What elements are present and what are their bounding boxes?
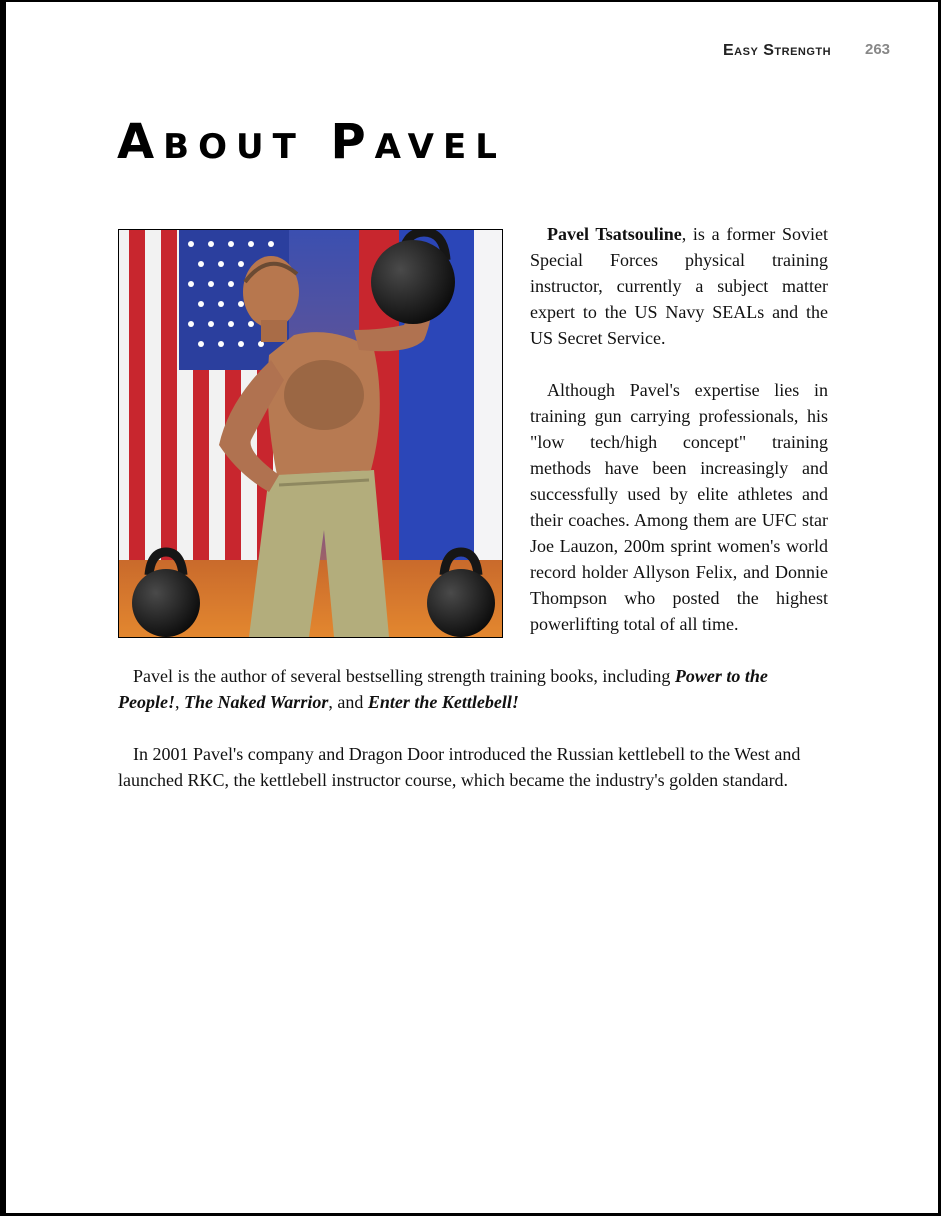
paragraph-books bbox=[118, 663, 830, 715]
book-title-power: Power to the People! bbox=[118, 666, 768, 712]
book-title-naked-warrior: The Naked Warrior bbox=[183, 692, 329, 712]
paragraph-expertise: Although Pavel's expertise lies in training gun carrying professionals, his "low tech/high concept" training methods have been increasingly and successfully used by elite athletes and their coaches. Among them are UFC star Joe Lauzon, 200m sprint women's world record holder Allyson Felix, and Donnie Thompson who posted the highest powerlifting total of all time. bbox=[530, 380, 828, 634]
paragraph-rkc: In 2001 Pavel's company and Dragon Door introduced the Russian kettlebell to the West and launched RKC, the kettlebell instructor course, which became the industry's golden standard. bbox=[118, 744, 801, 790]
page-title: About Pavel bbox=[117, 114, 506, 170]
author-name: Pavel Tsatsouline bbox=[547, 224, 682, 244]
books-text-c: , and bbox=[328, 692, 368, 712]
page-number: 263 bbox=[865, 41, 891, 58]
books-text-a: Pavel is the author of several bestselling strength training books, including bbox=[133, 666, 675, 686]
intro-text: , is a former Soviet Special Forces physical training instructor, currently a subject matter expert to the US Navy SEALs and the US Secret Service. bbox=[530, 224, 828, 348]
paragraph-intro bbox=[530, 221, 828, 351]
book-title-enter-kettlebell: Enter the Kettlebell! bbox=[367, 692, 519, 712]
running-head: Easy Strength bbox=[723, 42, 832, 59]
books-text-b: , bbox=[174, 692, 184, 712]
author-photo bbox=[118, 229, 503, 638]
